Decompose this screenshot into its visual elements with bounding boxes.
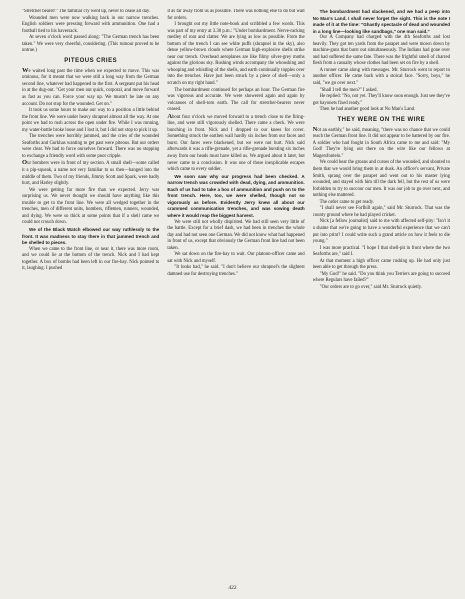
paragraph: A runner came along with messages. Mr. Sturrock went to report to another officer. He came back with a stoical face. "Sorry, boys," he said, "we go over next." <box>312 67 450 87</box>
paragraph: At that moment a high officer came rushing up. He had only just been able to get through the press. <box>312 258 450 271</box>
paragraph: Not an earthly," he said, moaning, "there was no chance that we could reach the German front line. It did not appear to be battered by our fire. A soldier who had fought in South Africa came to me and said: "My God! They're lying out there on the wire like our fellows at Magersfontein." <box>312 125 450 159</box>
column-middle <box>167 9 304 579</box>
paragraph: Wounded men were now walking back in our narrow trenches. English soldiers were pressing forward with ammunition. One had a football tied to his haversack. <box>22 15 160 34</box>
page-number: 422 <box>228 585 237 591</box>
paragraph: When we came to the front line, or near it, there was more room, and we could lie at the bottom of the trench. Nick and I had kept together. A box of bombs had been left in our fire-bay. Nick pointed to it, laughing. I pushed <box>22 246 160 272</box>
paragraph: Then he had another good look at No Man's Land. <box>319 107 416 113</box>
paragraph: it as far away from us as possible. There was nothing else to do but wait for orders. <box>167 9 305 21</box>
paragraph: Our A Company had charged with the 4th Seaforths and lost heavily. They got ten yards from the parapet and were mown down by machine-guns that burst out simultaneously. The Indians had gone over and had suffered the same fate. There was the frightful smell of charred flesh from a casualty whose clothes had been set on fire by a shell. <box>312 35 450 67</box>
paragraph: The order came to get ready. <box>319 199 374 205</box>
section-heading: PITEOUS CRIES <box>64 57 118 64</box>
bold-paragraph: We of the Black Watch elbowed our way ruthlessly to the front. It was madness to stay there in that jammed trench and be shelled to pieces. <box>22 226 160 246</box>
bold-paragraph: The bombardment had slackened, and we had a peep into No Man's Land. I shall never forget the sight. This is the note I made of it at the time: "Ghastly spectacle of dead and wounded in a long line—looking like sandbags," one man said." <box>312 9 450 34</box>
column-right <box>313 9 450 579</box>
paragraph: I brought out my little note-book and scribbled a few words. This was part of my entry at 3.30 p.m.: "Under bombardment. Nerve-racking medley of roar and clatter. We are lying as low as possible. From the bottom of the trench I can see white puffs (shrapnel in the sky), also dense yellow-brown clouds where German high-explosive shells strike near our trench. Overhead aeroplanes are like filmy silver-grey moths against the glorious sky. Rushing winds accompany the whooshing and whooping and whistling of the shells, and earth continually topples over into the trenches. Have just been struck by a piece of shell—only a scratch on my right hand." <box>167 22 305 87</box>
paragraph: It took us some hours to make our way to a position a little behind the front line. We were under heavy shrapnel almost all the way. At one point we had to rush across the open under fire. While I was running, my water-bottle broke loose and I lost it, but I did not stop to pick it up. <box>22 108 160 133</box>
column-left <box>22 9 159 579</box>
paragraph: Nick [a fellow journalist] said to me with affected self-pity: "Isn't it a shame that we're going to have a wonderful experience that we can't put into print? I could write such a grand article on how it feels to die young." <box>312 219 450 245</box>
bold-paragraph: We soon saw why our progress had been checked. A narrow trench was crowded with dead, dying, and ammunition. Each of us had to take a box of ammunition and push on to the front trench. Here, too, we were shelled, though not so vigorously as before. Evidently Jerry knew all about our crammed communication trenches, and was sowing death where it would reap the biggest harvest. <box>167 173 305 218</box>
paragraph: We could hear the groans and curses of the wounded, and shouted to them that we would bring them in at dusk. An officer's servant, Private Smith, sprang over the parapet and went out to his master lying wounded, and stayed with him till the dark fell, but the rest of us were forbidden to try to succour our men. It was our job to go over next, and nothing else mattered. <box>312 160 450 199</box>
paragraph: "My God!" he said. "Do you think you Terriers are going to succeed where Regulars have failed?" <box>312 271 450 284</box>
paragraph: About four o'clock we moved forward to a trench close to the firing-line, and were still vigorously shelled. There came a check. We were bunching in front. Nick and I dropped to our knees for cover. Something struck the earthen wall hardly six inches from our faces and burst. Our faces were blackened, but we were not hurt. Nick said afterwards it was a rifle-grenade, yet a rifle-grenade bursting six inches away from our heads must have killed us. We argued about it later, but never came to a conclusion. It was one of those inexplicable escapes which came to every soldier. <box>167 112 305 173</box>
paragraph: The trenches were horribly jammed, and the cries of the wounded Seaforths and Gurkhas wanting to get past were piteous. But our orders were clear. We had to force ourselves forward. There was no stopping to exchange a friendly word with some poor cripple. <box>22 134 160 159</box>
paragraph: "I shall never see Forfhill again," said Mr. Sturrock. That was the county ground where he had played cricket. <box>312 206 450 218</box>
section-heading: THEY WERE ON THE WIRE <box>337 116 426 123</box>
paragraph: We were still not wholly dispirited. We had still seen very little of the battle. Except for a brief dash, we had been in trenches the whole day and had not seen one German. We did not know what had happened in front of us, except that obviously the German front line had not been taken. <box>167 219 305 251</box>
paragraph: Our bombers were in front of my section. A small shell—some called it a pip-squeak, a name not very familiar to us then—banged into the middle of them. Two of my friends, Jimmy Scott and Spark, were badly hurt, and Harley slightly. <box>22 159 160 187</box>
text-columns <box>22 9 450 579</box>
paragraph: We waited long past the time when we expected to move. This was ominous, for it meant that we were still a long way from the German second line, whatever had happened to the first. A sergeant put his head in at the dug-out. "Get your men out quick, corporal, and move forward as fast as you can. Force your way up. We mustn't be late on any account. Do not stop for the wounded. Get on." <box>22 66 160 107</box>
paragraph: "Stretcher bearer!" The familiar cry went up, never to cease all day. <box>22 9 151 14</box>
paragraph: "Our orders are to go over," said Mr. Sturrock quietly. <box>319 284 422 290</box>
paragraph: We sat down on the fire-bay to wait. Our platoon-officer came and sat with Nick and myself. <box>167 252 305 264</box>
paragraph: "It looks bad," he said. "I don't believe our shrapnel's the slightest damned use for destroying trenches." <box>167 265 305 277</box>
paragraph: At seven o'clock word passed along: "The German trench has been taken." We were very cheerful, considering. (This rumour proved to be untrue.) <box>22 35 160 54</box>
paragraph: The bombardment continued for perhaps an hour. The German fire was vigorous and accurate. We were showered again and again by volcanoes of shell-torn earth. The call for stretcher-bearers never ceased. <box>167 87 305 113</box>
paragraph: He replied: "No, not yet. They'll know soon enough. Just see they've got bayonets fixed ready." <box>312 94 450 106</box>
paragraph: "Shall I tell the men?" I asked. <box>319 87 378 93</box>
paragraph: I was more practical. "I hope I that shell-pit in front where the two Seaforths are," said I. <box>312 245 450 258</box>
paragraph: We were getting far more fire than we expected. Jerry was surprising us. We never thought we should have anything like this trouble to get to the front line. We were all wedged together in the trenches, men of different units, bombers, riflemen, runners, wounded, and dying. We were so thick at some points that if a shell came we could not crouch down. <box>22 187 160 226</box>
